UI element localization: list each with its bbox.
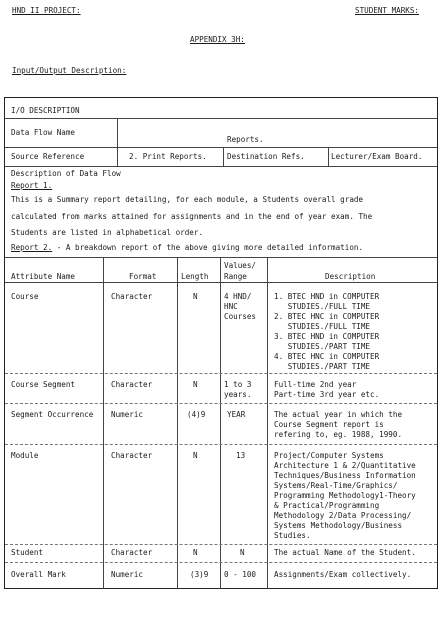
form-title: I/O DESCRIPTION — [11, 106, 80, 115]
row-course-length: N — [193, 292, 198, 301]
row-segment-occurrence-length: (4)9 — [187, 410, 206, 419]
row-overall-mark-name: Overall Mark — [11, 570, 66, 579]
row-overall-mark-length: (3)9 — [190, 570, 209, 579]
report-1-line-2: calculated from marks attained for assignments and in the end of year exam. The — [11, 212, 373, 221]
row-module-values: 13 — [236, 451, 246, 460]
row-module-name: Module — [11, 451, 39, 460]
source-reference-value: 2. Print Reports. — [129, 152, 207, 161]
header-values-line-2: Range — [224, 272, 247, 281]
row-student-name: Student — [11, 548, 44, 557]
row-student-length: N — [193, 548, 198, 557]
row-overall-mark-values: 0 - 100 — [224, 570, 257, 579]
row-module-format: Character — [111, 451, 153, 460]
project-header: HND II PROJECT: — [12, 6, 81, 15]
header-length: Length — [181, 272, 209, 281]
section-title: Input/Output Description: — [12, 66, 127, 75]
row-segment-occurrence-name: Segment Occurrence — [11, 410, 94, 419]
row-segment-occurrence-description: The actual year in which the Course Segment report is refering to, eg. 1988, 1990. — [274, 410, 403, 439]
report-1-title: Report 1. — [11, 181, 53, 190]
row-overall-mark-format: Numeric — [111, 570, 144, 579]
row-course-segment-length: N — [193, 380, 198, 389]
data-flow-name-value: Reports. — [227, 135, 264, 144]
data-flow-name-label: Data Flow Name — [11, 128, 76, 137]
row-overall-mark-description: Assignments/Exam collectively. — [274, 570, 412, 579]
student-marks-header: STUDENT MARKS: — [355, 6, 420, 15]
row-course-name: Course — [11, 292, 39, 301]
appendix-title: APPENDIX 3H: — [190, 35, 245, 44]
row-course-segment-description: Full-time 2nd year Part-time 3rd year etc. — [274, 380, 380, 399]
destination-refs-label: Destination Refs. — [227, 152, 305, 161]
destination-refs-value: Lecturer/Exam Board. — [331, 152, 423, 161]
io-description-form — [4, 97, 438, 589]
report-2-text: - A breakdown report of the above giving more detailed information. — [52, 243, 364, 252]
row-course-segment-format: Character — [111, 380, 153, 389]
row-student-values: N — [240, 548, 245, 557]
row-course-segment-values: 1 to 3 years. — [224, 380, 252, 399]
row-course-format: Character — [111, 292, 153, 301]
row-student-format: Character — [111, 548, 153, 557]
row-segment-occurrence-format: Numeric — [111, 410, 144, 419]
divider — [5, 118, 437, 119]
header-description: Description — [325, 272, 376, 281]
report-1-line-1: This is a Summary report detailing, for each module, a Students overall grade — [11, 195, 364, 204]
header-values-line-1: Values/ — [224, 261, 257, 270]
report-2-line — [11, 243, 363, 252]
row-student-description: The actual Name of the Student. — [274, 548, 416, 557]
report-2-title: Report 2. — [11, 243, 53, 252]
row-segment-occurrence-values: YEAR — [227, 410, 246, 419]
source-reference-label: Source Reference — [11, 152, 85, 161]
header-format: Format — [129, 272, 157, 281]
row-course-segment-name: Course Segment — [11, 380, 76, 389]
description-label: Description of Data Flow — [11, 169, 121, 178]
row-course-values: 4 HND/ HNC Courses — [224, 292, 257, 321]
row-module-description: Project/Computer Systems Architecture 1 & 2/Quantitative Techniques/Business Information Systems/Real-Time/Graphics/ Programming Methodology1-Theory & Practical/Programming Methodology 2/Data Processing/ Systems Methodology/Business Studies. — [274, 451, 416, 540]
header-attribute-name: Attribute Name — [11, 272, 76, 281]
row-module-length: N — [193, 451, 198, 460]
report-1-line-3: Students are listed in alphabetical order. — [11, 228, 204, 237]
row-course-description: 1. BTEC HND in COMPUTER STUDIES./FULL TIME 2. BTEC HNC in COMPUTER STUDIES./FULL TIME 3. BTEC HND in COMPUTER STUDIES./PART TIME 4. BTEC HNC in COMPUTER STUDIES./PART TIME — [274, 292, 380, 371]
